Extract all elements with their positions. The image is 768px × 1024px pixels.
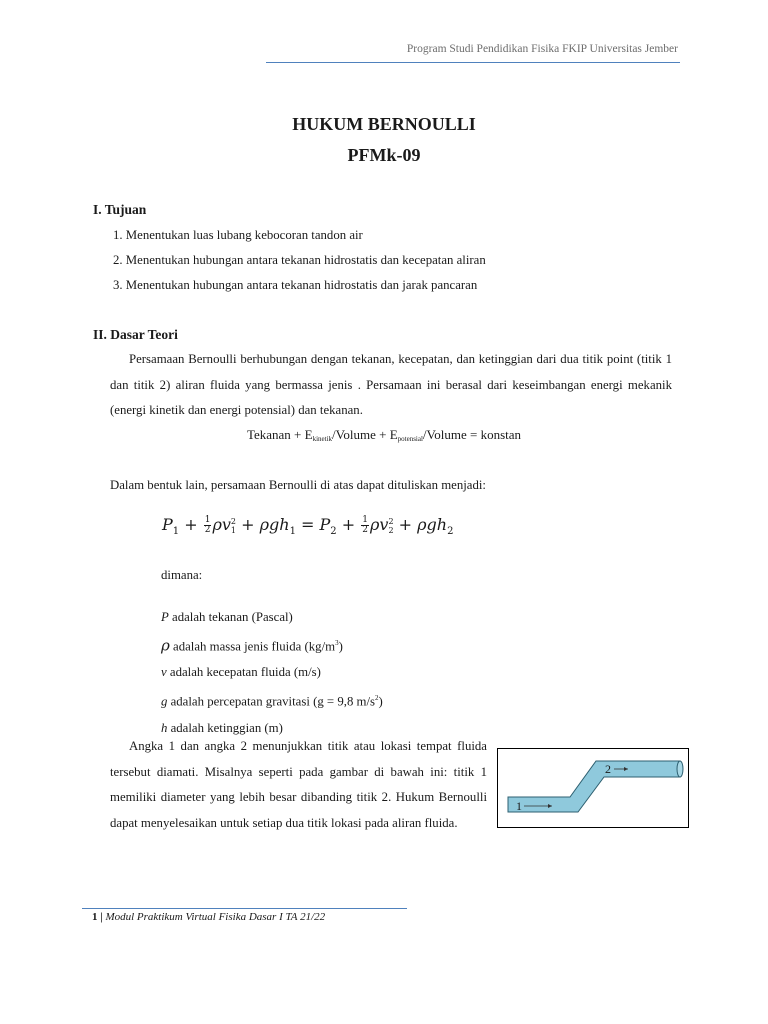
page-number: 1: [92, 911, 98, 923]
dimana-label: dimana:: [161, 568, 203, 582]
variable-definitions: [161, 604, 383, 741]
point-2-label: 2: [605, 762, 611, 776]
bernoulli-equation: $P_1$ + $\frac{1}{2}$ ρv 2 1 + $\rho gh_1 = P_2$ + $\frac{1}{2}$ ρv 2 2 + ρgh$_2$: [162, 515, 454, 538]
paragraph-points: Angka 1 dan angka 2 menunjukkan titik atau lokasi tempat fluida tersebut diamati. Misalnya seperti pada gambar di bawah ini: titik 1 memiliki diameter yang lebih besar dibanding titik 2. Hukum Bernoulli dapat menyelesaikan untuk setiap dua titik lokasi pada aliran fluida.: [110, 739, 487, 830]
list-item: 3. Menentukan hubungan antara tekanan hidrostatis dan jarak pancaran: [113, 278, 478, 292]
footer-rule: [82, 908, 407, 909]
list-item: v adalah kecepatan fluida (m/s): [161, 665, 321, 680]
paragraph-intro: Persamaan Bernoulli berhubungan dengan tekanan, kecepatan, dan ketinggian dari dua titik point (titik 1 dan titik 2) aliran fluida yang bermassa jenis . Persamaan ini berasal dari keseimbangan energi mekanik (energi kinetik dan energi potensial) dan tekanan.: [110, 352, 672, 417]
section-heading-tujuan: I. Tujuan: [93, 202, 147, 217]
header-rule: [266, 62, 680, 63]
running-header: Program Studi Pendidikan Fisika FKIP Universitas Jember: [406, 43, 678, 55]
pipe-outlet: [677, 761, 683, 777]
list-item: ρ adalah massa jenis fluida $(kg/m^3)$: [161, 636, 343, 655]
section-heading-dasar-teori: II. Dasar Teori: [93, 327, 178, 342]
point-1-label: 1: [516, 799, 522, 813]
list-item: h adalah ketinggian (m): [161, 720, 283, 735]
list-item: P adalah tekanan (Pascal): [161, 610, 293, 624]
paragraph-eq-intro: Dalam bentuk lain, persamaan Bernoulli di atas dapat dituliskan menjadi:: [110, 478, 486, 492]
list-item: 2. Menentukan hubungan antara tekanan hidrostatis dan kecepatan aliran: [113, 253, 486, 267]
list-item: g adalah percepatan gravitasi (g = 9,8 $m/s^2$): [161, 694, 383, 709]
energy-equation: Tekanan + $E_{kinetik}$/Volume + $E_{potensial}$/Volume = konstan: [246, 427, 522, 443]
pipe-figure: [497, 748, 689, 828]
page-title: HUKUM BERNOULLI: [292, 114, 476, 134]
pipe-diagram: [498, 749, 688, 827]
module-code: PFMk-09: [347, 145, 421, 165]
footer-title: Modul Praktikum Virtual Fisika Dasar I TA 21/22: [105, 911, 326, 923]
pipe-shape: [508, 761, 680, 812]
footer: 1 | Modul Praktikum Virtual Fisika Dasar I TA 21/22: [92, 911, 326, 923]
objectives-list: [113, 223, 486, 298]
list-item: 1. Menentukan luas lubang kebocoran tandon air: [113, 228, 363, 242]
